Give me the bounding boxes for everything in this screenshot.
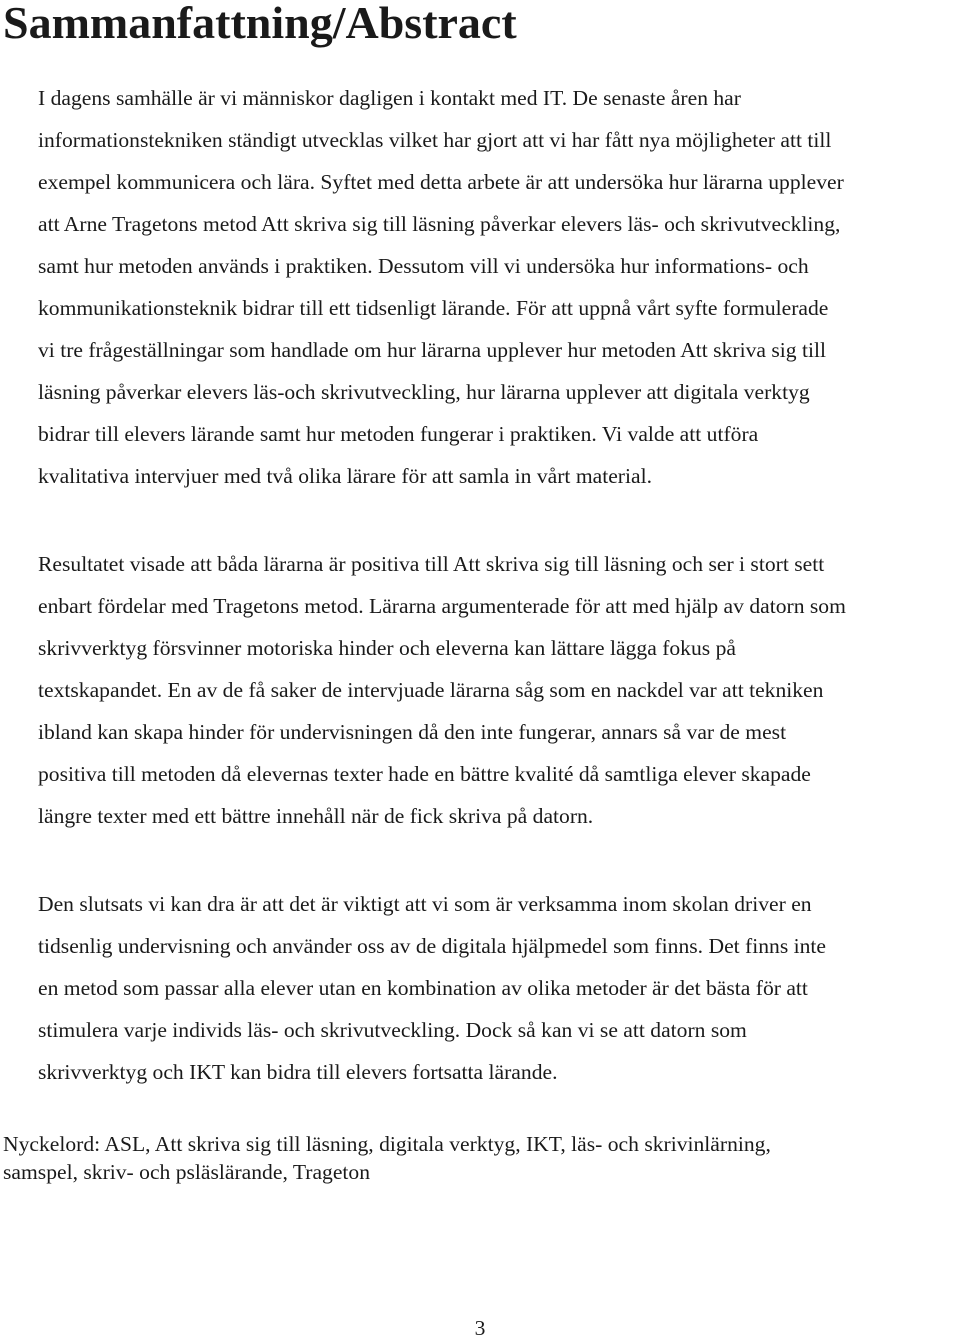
text-line: en metod som passar alla elever utan en kombination av olika metoder är det bästa för att	[38, 976, 808, 1000]
text-line: att Arne Tragetons metod Att skriva sig till läsning påverkar elevers läs- och skrivutveckling,	[38, 212, 841, 236]
keywords	[3, 1130, 943, 1186]
abstract-paragraph-1	[38, 77, 958, 497]
page-number: 3	[474, 1316, 486, 1340]
text-line: läsning påverkar elevers läs-och skrivutveckling, hur lärarna upplever att digitala verktyg	[38, 380, 810, 404]
text-line: exempel kommunicera och lära. Syftet med detta arbete är att undersöka hur lärarna upplever	[38, 170, 844, 194]
text-line: kommunikationsteknik bidrar till ett tidsenligt lärande. För att uppnå vårt syfte formulerade	[38, 296, 829, 320]
text-line: informationstekniken ständigt utvecklas vilket har gjort att vi har fått nya möjligheter att till	[38, 128, 832, 152]
abstract-paragraph-3	[38, 883, 958, 1093]
abstract-paragraph-2	[38, 543, 958, 837]
page-title: Sammanfattning/Abstract	[3, 0, 517, 48]
text-line: vi tre frågeställningar som handlade om hur lärarna upplever hur metoden Att skriva sig till	[38, 338, 826, 362]
keywords-line: samspel, skriv- och psläslärande, Trageton	[3, 1160, 371, 1184]
text-line: enbart fördelar med Tragetons metod. Lärarna argumenterade för att med hjälp av datorn som	[38, 594, 846, 618]
text-line: kvalitativa intervjuer med två olika lärare för att samla in vårt material.	[38, 464, 652, 488]
text-line: tidsenlig undervisning och använder oss av de digitala hjälpmedel som finns. Det finns inte	[38, 934, 827, 958]
keywords-line: Nyckelord: ASL, Att skriva sig till läsning, digitala verktyg, IKT, läs- och skrivinlärning,	[3, 1132, 771, 1156]
text-line: positiva till metoden då elevernas texter hade en bättre kvalité då samtliga elever skapade	[38, 762, 811, 786]
text-line: Den slutsats vi kan dra är att det är viktigt att vi som är verksamma inom skolan driver en	[38, 892, 812, 916]
text-line: skrivverktyg försvinner motoriska hinder och eleverna kan lättare lägga fokus på	[38, 636, 736, 660]
text-line: ibland kan skapa hinder för undervisningen då den inte fungerar, annars så var de mest	[38, 720, 787, 744]
text-line: bidrar till elevers lärande samt hur metoden fungerar i praktiken. Vi valde att utföra	[38, 422, 759, 446]
text-line: skrivverktyg och IKT kan bidra till elevers fortsatta lärande.	[38, 1060, 558, 1084]
text-line: I dagens samhälle är vi människor dagligen i kontakt med IT. De senaste åren har	[38, 86, 741, 110]
text-line: stimulera varje individs läs- och skrivutveckling. Dock så kan vi se att datorn som	[38, 1018, 747, 1042]
text-line: längre texter med ett bättre innehåll när de fick skriva på datorn.	[38, 804, 594, 828]
text-line: textskapandet. En av de få saker de intervjuade lärarna såg som en nackdel var att tekniken	[38, 678, 824, 702]
text-line: samt hur metoden används i praktiken. Dessutom vill vi undersöka hur informations- och	[38, 254, 809, 278]
text-line: Resultatet visade att båda lärarna är positiva till Att skriva sig till läsning och ser i stort sett	[38, 552, 825, 576]
